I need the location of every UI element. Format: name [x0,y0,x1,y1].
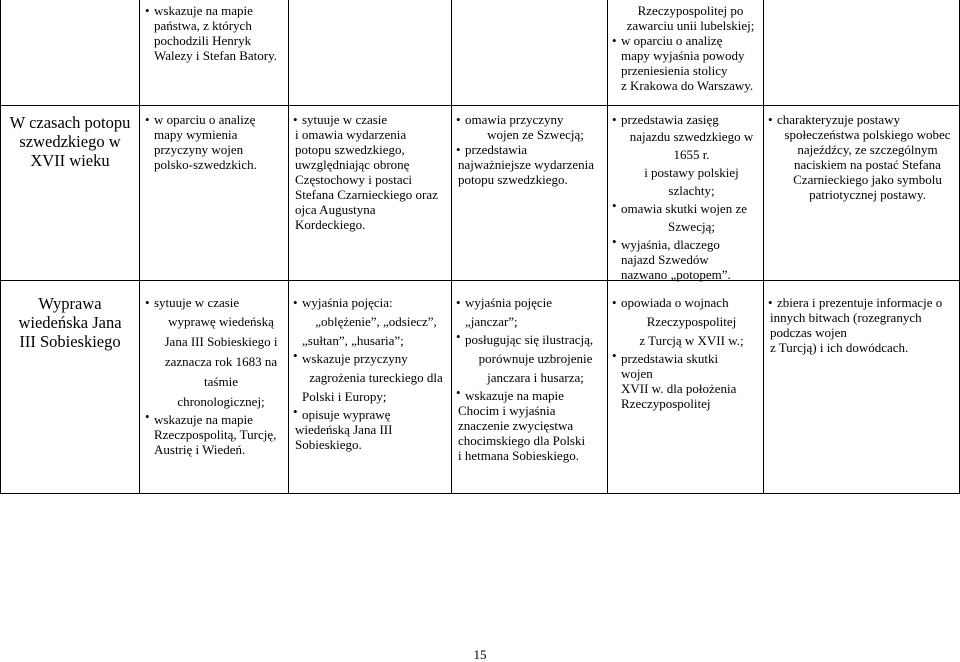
text-line: Szwecją; [668,219,715,234]
text-line: i omawia wydarzenia [295,127,407,142]
text-line: zawarciu unii lubelskiej; [626,18,755,33]
text-line: Jana III Sobieskiego i [164,334,278,349]
row2-col1 [145,295,288,457]
text-line: najeźdźcy, ze szczególnym [797,142,938,157]
text-line: wojen ze Szwecją; [487,127,584,142]
text-line: Stefana Czarnieckiego oraz [295,187,438,202]
text-line: „sułtan”, „husaria”; [302,333,404,348]
text-line: • sytuuje w czasie [293,112,450,127]
text-line: zaznacza rok 1683 na [164,354,278,369]
text-line: • przedstawia zasięg [612,112,762,127]
text-line: mapy wyjaśnia powody [621,48,745,63]
text-line: • wskazuje na mapie [145,409,288,427]
text-line: nazwano „potopem”. [621,267,731,282]
text-line: Walezy i Stefan Batory. [154,48,278,63]
page-number: 15 [473,647,487,662]
text-line: III Sobieskiego [19,332,121,351]
text-line: • wskazuje przyczyny [293,348,450,366]
text-line: pochodzili Henryk [154,33,252,48]
text-line: Rzeczypospolitej [621,396,711,411]
text-line: 1655 r. [673,147,710,162]
text-line: • wskazuje na mapie [456,385,606,403]
row1-col2 [293,112,450,232]
text-line: zagrożenia tureckiego dla [309,370,443,385]
row2-col2 [293,295,450,452]
text-line: i postawy polskiej [644,165,739,180]
text-line: • zbiera i prezentuje informacje o [768,295,958,310]
text-line: • wyjaśnia pojęcie [456,295,606,310]
text-line: porównuje uzbrojenie [478,351,593,366]
text-line: • w oparciu o analizę [612,33,760,48]
text-line: przeniesienia stolicy [621,63,728,78]
text-line: janczara i husarza; [487,370,584,385]
text-line: szlachty; [668,183,715,198]
text-line: naciskiem na postać Stefana [794,157,941,172]
text-line: najazdu szwedzkiego w [629,129,754,144]
text-line: chronologicznej; [177,394,265,409]
row0-col1 [145,3,288,63]
row1-col1 [145,112,288,172]
text-line: • przedstawia [456,142,606,157]
text-line: Polski i Europy; [302,389,387,404]
text-line: wyprawę wiedeńską [168,314,274,329]
text-line: państwa, z których [154,18,252,33]
row1-col5 [768,112,958,202]
text-line: • w oparciu o analizę [145,112,288,127]
text-line: Chocim i wyjaśnia [458,403,556,418]
text-line: XVII wieku [30,151,110,170]
text-line: Rzeczpospolitą, Turcję, [154,427,277,442]
text-line: „oblężenie”, „odsiecz”, [315,314,437,329]
text-line: Rzeczypospolitej po [637,3,744,18]
text-line: • sytuuje w czasie [145,295,288,310]
text-line: • opisuje wyprawę [293,404,450,422]
text-line: • wskazuje na mapie [145,3,288,18]
row2-col5 [768,295,958,355]
row1-col3 [456,112,606,187]
text-line: mapy wymienia [154,127,238,142]
text-line: • posługując się ilustracją, [456,329,606,347]
text-line: znaczenie zwycięstwa [458,418,574,433]
text-line: W czasach potopu [9,113,131,132]
text-line: i hetmana Sobieskiego. [458,448,579,463]
text-line: Wyprawa [38,294,102,313]
topic-wieden [1,294,139,351]
text-line: podczas wojen [770,325,847,340]
text-line: • omawia skutki wojen ze [612,198,762,216]
text-line: • wyjaśnia, dlaczego [612,234,762,252]
text-line: chocimskiego dla Polski [458,433,586,448]
text-line: taśmie [204,374,238,389]
text-line: przyczyny wojen [154,142,244,157]
row0-col5 [612,3,760,93]
text-line: XVII w. dla położenia [621,381,737,396]
text-line: ojca Augustyna [295,202,376,217]
text-line: Rzeczypospolitej [646,314,737,329]
text-line: polsko-szwedzkich. [154,157,257,172]
text-line: z Turcją w XVII w.; [639,333,744,348]
topic-potop [1,113,139,170]
text-line: szwedzkiego w [19,132,121,151]
text-line: • przedstawia skutki [612,348,762,366]
text-line: wiedeńska Jana [18,313,122,332]
text-line: • wyjaśnia pojęcia: [293,295,450,310]
text-line: Austrię i Wiedeń. [154,442,246,457]
text-line: społeczeństwa polskiego wobec [784,127,951,142]
text-line: • omawia przyczyny [456,112,606,127]
row1-col4 [612,112,762,282]
text-line: wiedeńską Jana III [295,422,393,437]
text-line: „janczar”; [465,314,518,329]
text-line: uwzględniając obronę [295,157,410,172]
text-line: • opowiada o wojnach [612,295,762,310]
text-line: najazd Szwedów [621,252,709,267]
text-line: Czarnieckiego jako symbolu [793,172,942,187]
text-line: innych bitwach (rozegranych [770,310,922,325]
text-line: potopu szwedzkiego, [295,142,405,157]
text-line: patriotycznej postawy. [809,187,926,202]
row2-col4 [612,295,762,411]
text-line: potopu szwedzkiego. [458,172,568,187]
text-line: Kordeckiego. [295,217,366,232]
text-line: Częstochowy i postaci [295,172,412,187]
text-line: najważniejsze wydarzenia [458,157,595,172]
text-line: z Krakowa do Warszawy. [621,78,754,93]
text-line: Sobieskiego. [295,437,362,452]
text-line: • charakteryzuje postawy [768,112,958,127]
text-line: wojen [621,366,653,381]
row2-col3 [456,295,606,463]
text-line: z Turcją) i ich dowódcach. [770,340,909,355]
